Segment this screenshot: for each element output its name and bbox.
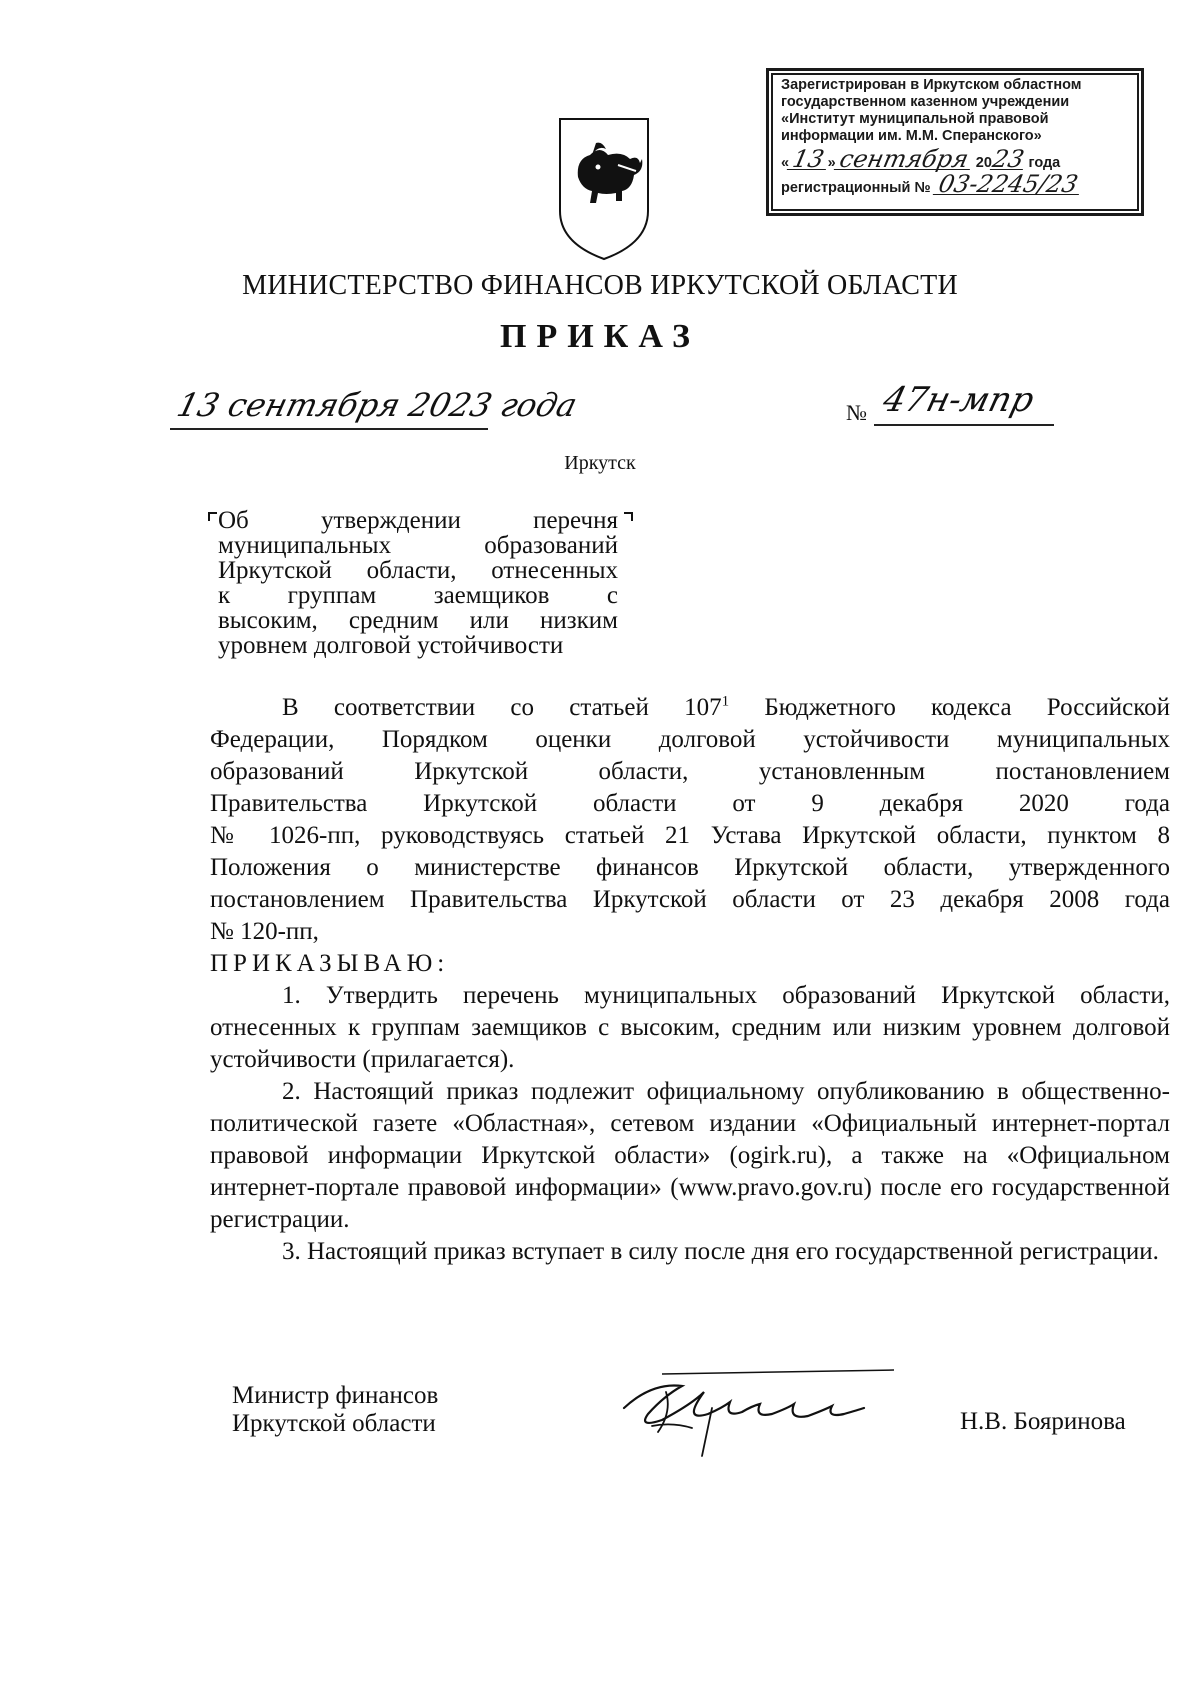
stamp-line-1: Зарегистрирован в Иркутском областном: [781, 77, 1082, 93]
preamble-line-3: образований Иркутской области, установленным постановлением: [210, 758, 1170, 785]
stamp-year-suffix: 23: [990, 145, 1027, 173]
subject-line: Об утверждении перечня: [218, 507, 618, 534]
stamp-date-row: «13»сентября 2023 года: [781, 145, 1061, 173]
preamble-line-8: № 120-пп,: [210, 918, 319, 945]
preamble-line-4: Правительства Иркутской области от 9 декабря 2020 года: [210, 790, 1170, 817]
subject-bracket-right: [624, 512, 633, 521]
preamble-line-1a: В соответствии со статьей 107: [282, 694, 722, 721]
subject-line: Иркутской области, отнесенных: [218, 557, 618, 584]
order-item-2: 2. Настоящий приказ подлежит официальному опубликованию в общественно-политической газете «Областная», сетевом издании «Официальный интернет-портал правовой информации Иркутской области» (ogirk.ru), а также на «Официальном интернет-портале правовой информации» (www.pravo.gov.ru) после его государственной регистрации.: [210, 1078, 1170, 1233]
number-label: №: [846, 400, 867, 425]
subject-line: муниципальных образований: [218, 532, 618, 559]
preamble-line-2: Федерации, Порядком оценки долговой устойчивости муниципальных: [210, 726, 1170, 753]
stamp-reg-number: 03-2245/23: [932, 174, 1083, 195]
signatory-name: Н.В. Бояринова: [960, 1408, 1126, 1435]
stamp-month: сентября: [833, 149, 973, 170]
stamp-line-4: информации им. М.М. Сперанского»: [781, 128, 1042, 144]
document-type-title: ПРИКАЗ: [500, 318, 700, 355]
order-item-3: 3. Настоящий приказ вступает в силу после дня его государственной регистрации.: [282, 1238, 1159, 1265]
order-subject: [218, 508, 618, 658]
signatory-title-line-2: Иркутской области: [232, 1410, 436, 1437]
preamble-line-1: [210, 692, 1170, 724]
subject-line: уровнем долговой устойчивости: [218, 632, 564, 659]
city-label: Иркутск: [564, 452, 636, 474]
order-body: [210, 692, 1170, 1268]
ministry-title: МИНИСТЕРСТВО ФИНАНСОВ ИРКУТСКОЙ ОБЛАСТИ: [242, 270, 958, 301]
signatory-title: [232, 1382, 438, 1438]
order-word: ПРИКАЗЫВАЮ:: [210, 950, 450, 977]
stamp-day: 13: [787, 149, 830, 170]
number-underline: [874, 424, 1054, 426]
preamble-line-1b: Бюджетного кодекса Российской: [729, 694, 1171, 721]
registration-stamp: [766, 68, 1144, 216]
preamble-line-7: постановлением Правительства Иркутской области от 23 декабря 2008 года: [210, 886, 1170, 913]
coat-of-arms-icon: [556, 115, 652, 263]
stamp-year-word: года: [1028, 155, 1061, 171]
stamp-reg-row: [781, 170, 1131, 198]
preamble-line-6: Положения о министерстве финансов Иркутской области, утвержденного: [210, 854, 1170, 881]
subject-line: высоким, средним или низким: [218, 607, 618, 634]
stamp-reg-label: регистрационный №: [781, 180, 931, 196]
order-item-1: 1. Утвердить перечень муниципальных образований Иркутской области, отнесенных к группам заемщиков с высоким, средним или низким уровнем долговой устойчивости (прилагается).: [210, 982, 1170, 1073]
date-underline: [170, 428, 488, 430]
preamble-line-5: № 1026-пп, руководствуясь статьей 21 Устава Иркутской области, пунктом 8: [210, 822, 1170, 849]
stamp-line-3: «Институт муниципальной правовой: [781, 111, 1049, 127]
handwritten-order-number: 47н-мпр: [879, 380, 1038, 420]
article-superscript: 1: [721, 693, 730, 710]
signatory-title-line-1: Министр финансов: [232, 1382, 439, 1409]
stamp-year-prefix: 20: [975, 155, 992, 171]
stamp-line-2: государственном казенном учреждении: [781, 94, 1070, 110]
subject-line: к группам заемщиков с: [218, 582, 618, 609]
handwritten-signature: [612, 1352, 902, 1462]
handwritten-date: 13 сентября 2023 года: [173, 386, 581, 424]
subject-bracket-left: [208, 512, 217, 521]
